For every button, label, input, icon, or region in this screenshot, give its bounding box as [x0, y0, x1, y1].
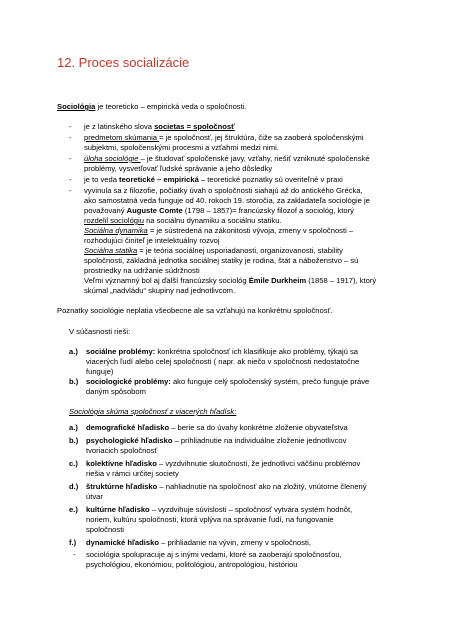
intro-rest: je teoreticko – empirická veda o spoločnosti. [95, 102, 247, 111]
dash-marker: - [69, 175, 72, 184]
bullet-5-cont9 [84, 276, 376, 286]
view-b [86, 436, 346, 446]
bullet-4 [84, 175, 343, 185]
views-heading: Sociológia skúma spoločnosť z viacerých hľadísk: [69, 407, 237, 416]
view-a-term: demografické hľadisko [86, 423, 170, 432]
view-c [86, 459, 360, 469]
solves-b-text: ako funguje celý spoločenský systém, prečo funguje práve [170, 377, 370, 386]
list-marker: e.) [69, 505, 78, 514]
bullet-5-cont8: prostriedky na udržanie súdržnosti [84, 266, 200, 275]
bullet-5-cont2-a: považovaný [84, 206, 127, 215]
view-e-text: – vyzdvihuje súvislosti – spoločnosť vytvára systém hodnôt, [149, 505, 353, 514]
list-marker: f.) [69, 538, 77, 547]
dash-marker: - [69, 122, 72, 131]
bullet-5: vyvinula sa z filozofie, počiatky úvah o spoločnosti siahajú až do antického Grécka, [84, 186, 363, 195]
bullet-5-cont5: rozhodujúci činiteľ je intelektuálny rozvoj [84, 236, 220, 245]
bullet-5-cont: ako samostatná veda funguje od 40. rokoch 19. storočia, za zakladateľa sociológie je [84, 196, 370, 205]
view-f-term: dynamické hľadisko [86, 538, 159, 547]
view-d-cont: útvar [86, 492, 103, 501]
bullet-2 [84, 133, 364, 143]
view-d [86, 482, 367, 492]
list-marker: a.) [69, 347, 78, 356]
paragraph-2: V súčasnosti rieši: [69, 327, 131, 336]
last-bullet: sociológia spolupracuje aj s inými vedami, ktoré sa zaoberajú spoločnosťou, [86, 550, 342, 559]
statika-term: Sociálna statika [84, 246, 138, 255]
list-marker: b.) [69, 436, 79, 445]
page-title: 12. Proces socializácie [57, 55, 190, 70]
dynamika-term: Sociálna dynamika [84, 226, 148, 235]
view-e-term: kultúrne hľadisko [86, 505, 150, 514]
bullet-2-text: = je spoločnosť, jej štruktúra, čiže sa zaoberá spoločenskými [159, 133, 364, 142]
bullet-3-text: – je študovať spoločenské javy, vzťahy, riešiť vzniknuté spoločenské [140, 154, 370, 163]
view-c-term: kolektívne hľadisko [86, 459, 157, 468]
bullet-5-cont3-a: rozdelil sociológiu [84, 216, 144, 225]
solves-b [86, 377, 369, 387]
paragraph-1: Poznatky sociológie neplatia všeobecne ale sa vzťahujú na konkrétnu spoločnosť. [57, 306, 333, 315]
intro-line [57, 102, 247, 112]
bullet-4-term: teoretické – empirická [119, 175, 199, 184]
bullet-2-term: predmetom skúmania [84, 133, 160, 142]
bullet-5-cont3-b: na sociálnu dynamiku a sociálnu statiku. [143, 216, 282, 225]
view-a [86, 423, 348, 433]
bullet-5-cont9-b: (1858 – 1917), ktorý [306, 276, 377, 285]
durkheim-name: Émile Durkheim [248, 276, 307, 285]
solves-a-term: sociálne problémy: [86, 347, 156, 356]
view-e [86, 505, 352, 515]
list-marker: b.) [69, 377, 79, 386]
solves-b-term: sociologické problémy: [86, 377, 171, 386]
dash-marker: - [69, 133, 72, 142]
bullet-3-term: úloha sociológie [84, 154, 141, 163]
view-b-text: – prihliadnutie na individuálne zloženie jednotlivcov [172, 436, 347, 445]
dash-marker: - [69, 186, 72, 195]
solves-a-cont2: funguje) [86, 367, 114, 376]
bullet-5-cont3 [84, 216, 282, 226]
bullet-5-cont2 [84, 206, 354, 216]
dash-marker: - [69, 154, 72, 163]
view-c-cont: riešia v rámci určitej society [86, 469, 179, 478]
bullet-1-term: societas = spoločnosť [154, 122, 235, 131]
comte-name: Auguste Comte [126, 206, 183, 215]
bullet-5-cont2-b: (1798 – 1857)= francúzsky filozof a sociológ, ktorý [182, 206, 354, 215]
view-c-text: – vyzdvihnutie skutočnosti, že jednotlivci väčšinu problémov [156, 459, 361, 468]
bullet-3 [84, 154, 370, 164]
solves-a-cont: viacerých ľudí alebo celej spoločnosti ( napr. ak niečo v spoločnosti nedostatočne [86, 357, 360, 366]
bullet-3-cont: problémy, vysvetľovať ľudské správanie a jeho dôsledky [84, 164, 273, 173]
view-a-text: – berie sa do úvahy konkrétne zloženie obyvateľstva [169, 423, 348, 432]
view-e-cont: noriem, kultúru spoločnosti, ktorá vplýva na správanie ľudí, na fungovanie [86, 515, 334, 524]
list-marker: d.) [69, 482, 79, 491]
intro-term: Sociológia [57, 102, 96, 111]
bullet-1 [84, 122, 235, 132]
bullet-5-cont10: skúmal „nadvládu“ skupiny nad jednotlivcom. [84, 286, 236, 295]
bullet-5-cont7: spoločnosti, základná jednotka sociálnej statiky je rodina, štát a náboženstvo – sú [84, 256, 359, 265]
bullet-5-cont9-a: Veľmi významný bol aj ďalší francúzsky sociológ [84, 276, 249, 285]
bullet-4-text: je to veda [84, 175, 120, 184]
bullet-5-cont4 [84, 226, 353, 236]
bullet-5-cont6-b: = je teória sociálnej usporiadanosti, organizovanosti, stability [137, 246, 343, 255]
view-f [86, 538, 311, 548]
bullet-1-text: je z latinského slova [84, 122, 155, 131]
view-e-cont2: spoločnosti [86, 525, 124, 534]
view-b-term: psychologické hľadisko [86, 436, 173, 445]
view-b-cont: tvoriacich spoločnosť [86, 446, 158, 455]
bullet-4-rest: – teoretické poznatky sú overiteľné v praxi [198, 175, 343, 184]
view-d-text: – nahliadnutie na spoločnosť ako na zložitý, vnútorne členený [157, 482, 367, 491]
bullet-5-cont4-b: = je sústredená na zákonitosti vývoja, zmeny v spoločnosti – [147, 226, 354, 235]
view-d-term: štruktúrne hľadisko [86, 482, 158, 491]
solves-a [86, 347, 358, 357]
dash-marker: - [73, 550, 76, 559]
list-marker: c.) [69, 459, 78, 468]
solves-b-cont: daným spôsobom [86, 387, 146, 396]
last-bullet-cont: psychológiou, ekonómiou, politológiou, antropológiou, históriou [86, 560, 298, 569]
view-f-text: – prihliadanie na vývin, zmeny v spoločnosti, [159, 538, 311, 547]
list-marker: a.) [69, 423, 78, 432]
bullet-5-cont6 [84, 246, 343, 256]
bullet-2-cont: subjektmi, spoločenskými procesmi a vzťahmi medzi nimi. [84, 143, 279, 152]
solves-a-text: konkrétna spoločnosť ich klasifikuje ako problémy, týkajú sa [155, 347, 358, 356]
